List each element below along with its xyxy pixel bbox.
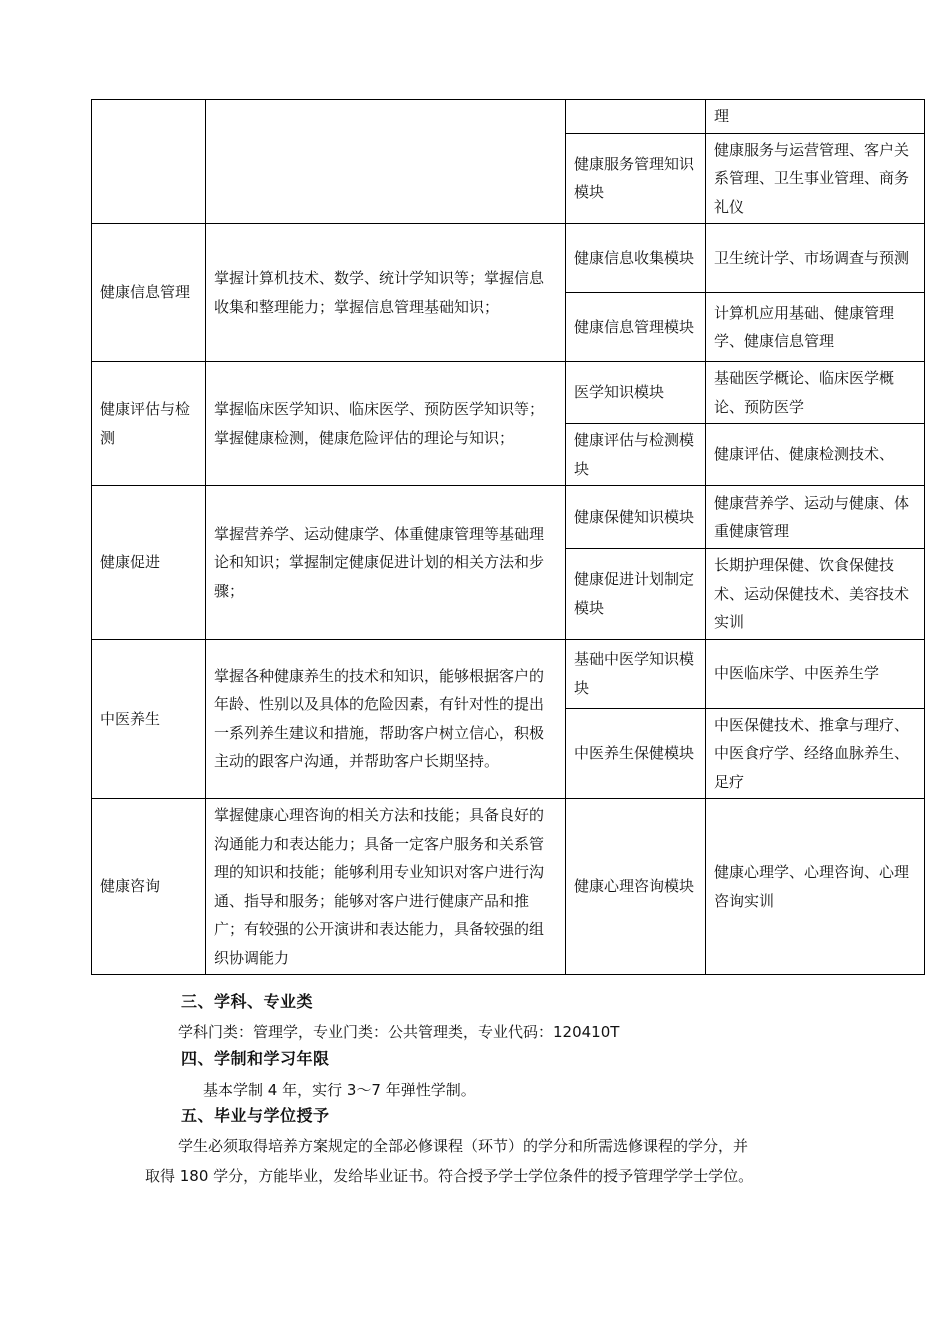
table-cell-module: 医学知识模块 <box>566 362 706 424</box>
table-cell-module: 健康信息管理模块 <box>566 293 706 362</box>
table-row <box>92 486 925 549</box>
table-cell-requirement: 掌握营养学、运动健康学、体重健康管理等基础理论和知识；掌握制定健康促进计划的相关方法和步骤； <box>206 486 566 640</box>
table-row <box>92 362 925 424</box>
table-cell-courses: 基础医学概论、临床医学概论、预防医学 <box>706 362 925 424</box>
table-row <box>92 224 925 293</box>
table-row <box>92 639 925 708</box>
table-cell-courses: 卫生统计学、市场调查与预测 <box>706 224 925 293</box>
table-cell-requirement <box>206 100 566 224</box>
table-cell-module: 健康心理咨询模块 <box>566 799 706 975</box>
table-row <box>92 100 925 134</box>
table-cell-area <box>92 100 206 224</box>
table-cell-module <box>566 100 706 134</box>
table-cell-courses: 健康心理学、心理咨询、心理咨询实训 <box>706 799 925 975</box>
table-cell-module: 健康服务管理知识模块 <box>566 133 706 224</box>
table-cell-courses: 健康服务与运营管理、客户关系管理、卫生事业管理、商务礼仪 <box>706 133 925 224</box>
table-cell-courses: 健康评估、健康检测技术、 <box>706 424 925 486</box>
table-row <box>92 799 925 975</box>
section-5-text-line-1: 学生必须取得培养方案规定的全部必修课程（环节）的学分和所需选修课程的学分，并 <box>178 1137 749 1155</box>
table-cell-area: 健康信息管理 <box>92 224 206 362</box>
table-cell-area: 健康咨询 <box>92 799 206 975</box>
table-cell-module: 中医养生保健模块 <box>566 708 706 799</box>
table-cell-courses: 中医临床学、中医养生学 <box>706 639 925 708</box>
table-cell-module: 健康评估与检测模块 <box>566 424 706 486</box>
table-cell-courses: 健康营养学、运动与健康、体重健康管理 <box>706 486 925 549</box>
table-cell-area: 中医养生 <box>92 639 206 799</box>
table-cell-area: 健康促进 <box>92 486 206 640</box>
table-cell-module: 基础中医学知识模块 <box>566 639 706 708</box>
table-cell-courses: 长期护理保健、饮食保健技术、运动保健技术、美容技术实训 <box>706 549 925 640</box>
section-4-heading: 四、学制和学习年限 <box>181 1049 330 1068</box>
table-cell-module: 健康促进计划制定模块 <box>566 549 706 640</box>
table-cell-requirement: 掌握健康心理咨询的相关方法和技能；具备良好的沟通能力和表达能力；具备一定客户服务和关系管理的知识和技能；能够利用专业知识对客户进行沟通、指导和服务；能够对客户进行健康产品和推广；有较强的公开演讲和表达能力，具备较强的组织协调能力 <box>206 799 566 975</box>
table-cell-requirement: 掌握各种健康养生的技术和知识，能够根据客户的年龄、性别以及具体的危险因素，有针对性的提出一系列养生建议和措施，帮助客户树立信心，积极主动的跟客户沟通，并帮助客户长期坚持。 <box>206 639 566 799</box>
table-cell-module: 健康保健知识模块 <box>566 486 706 549</box>
section-3-text: 学科门类：管理学，专业门类：公共管理类，专业代码：120410T <box>178 1023 620 1041</box>
table-cell-module: 健康信息收集模块 <box>566 224 706 293</box>
table-cell-courses: 中医保健技术、推拿与理疗、中医食疗学、经络血脉养生、足疗 <box>706 708 925 799</box>
section-5-heading: 五、毕业与学位授予 <box>181 1106 330 1125</box>
table-cell-area: 健康评估与检测 <box>92 362 206 486</box>
section-5-text-line-2: 取得 180 学分，方能毕业，发给毕业证书。符合授予学士学位条件的授予管理学学士学位。 <box>145 1167 754 1185</box>
table-cell-requirement: 掌握临床医学知识、临床医学、预防医学知识等；掌握健康检测，健康危险评估的理论与知识； <box>206 362 566 486</box>
table-cell-courses: 计算机应用基础、健康管理学、健康信息管理 <box>706 293 925 362</box>
table-cell-requirement: 掌握计算机技术、数学、统计学知识等；掌握信息收集和整理能力；掌握信息管理基础知识； <box>206 224 566 362</box>
table-cell-courses: 理 <box>706 100 925 134</box>
curriculum-table <box>91 99 925 975</box>
section-3-heading: 三、学科、专业类 <box>181 992 314 1011</box>
section-4-text: 基本学制 4 年，实行 3～7 年弹性学制。 <box>203 1081 476 1099</box>
